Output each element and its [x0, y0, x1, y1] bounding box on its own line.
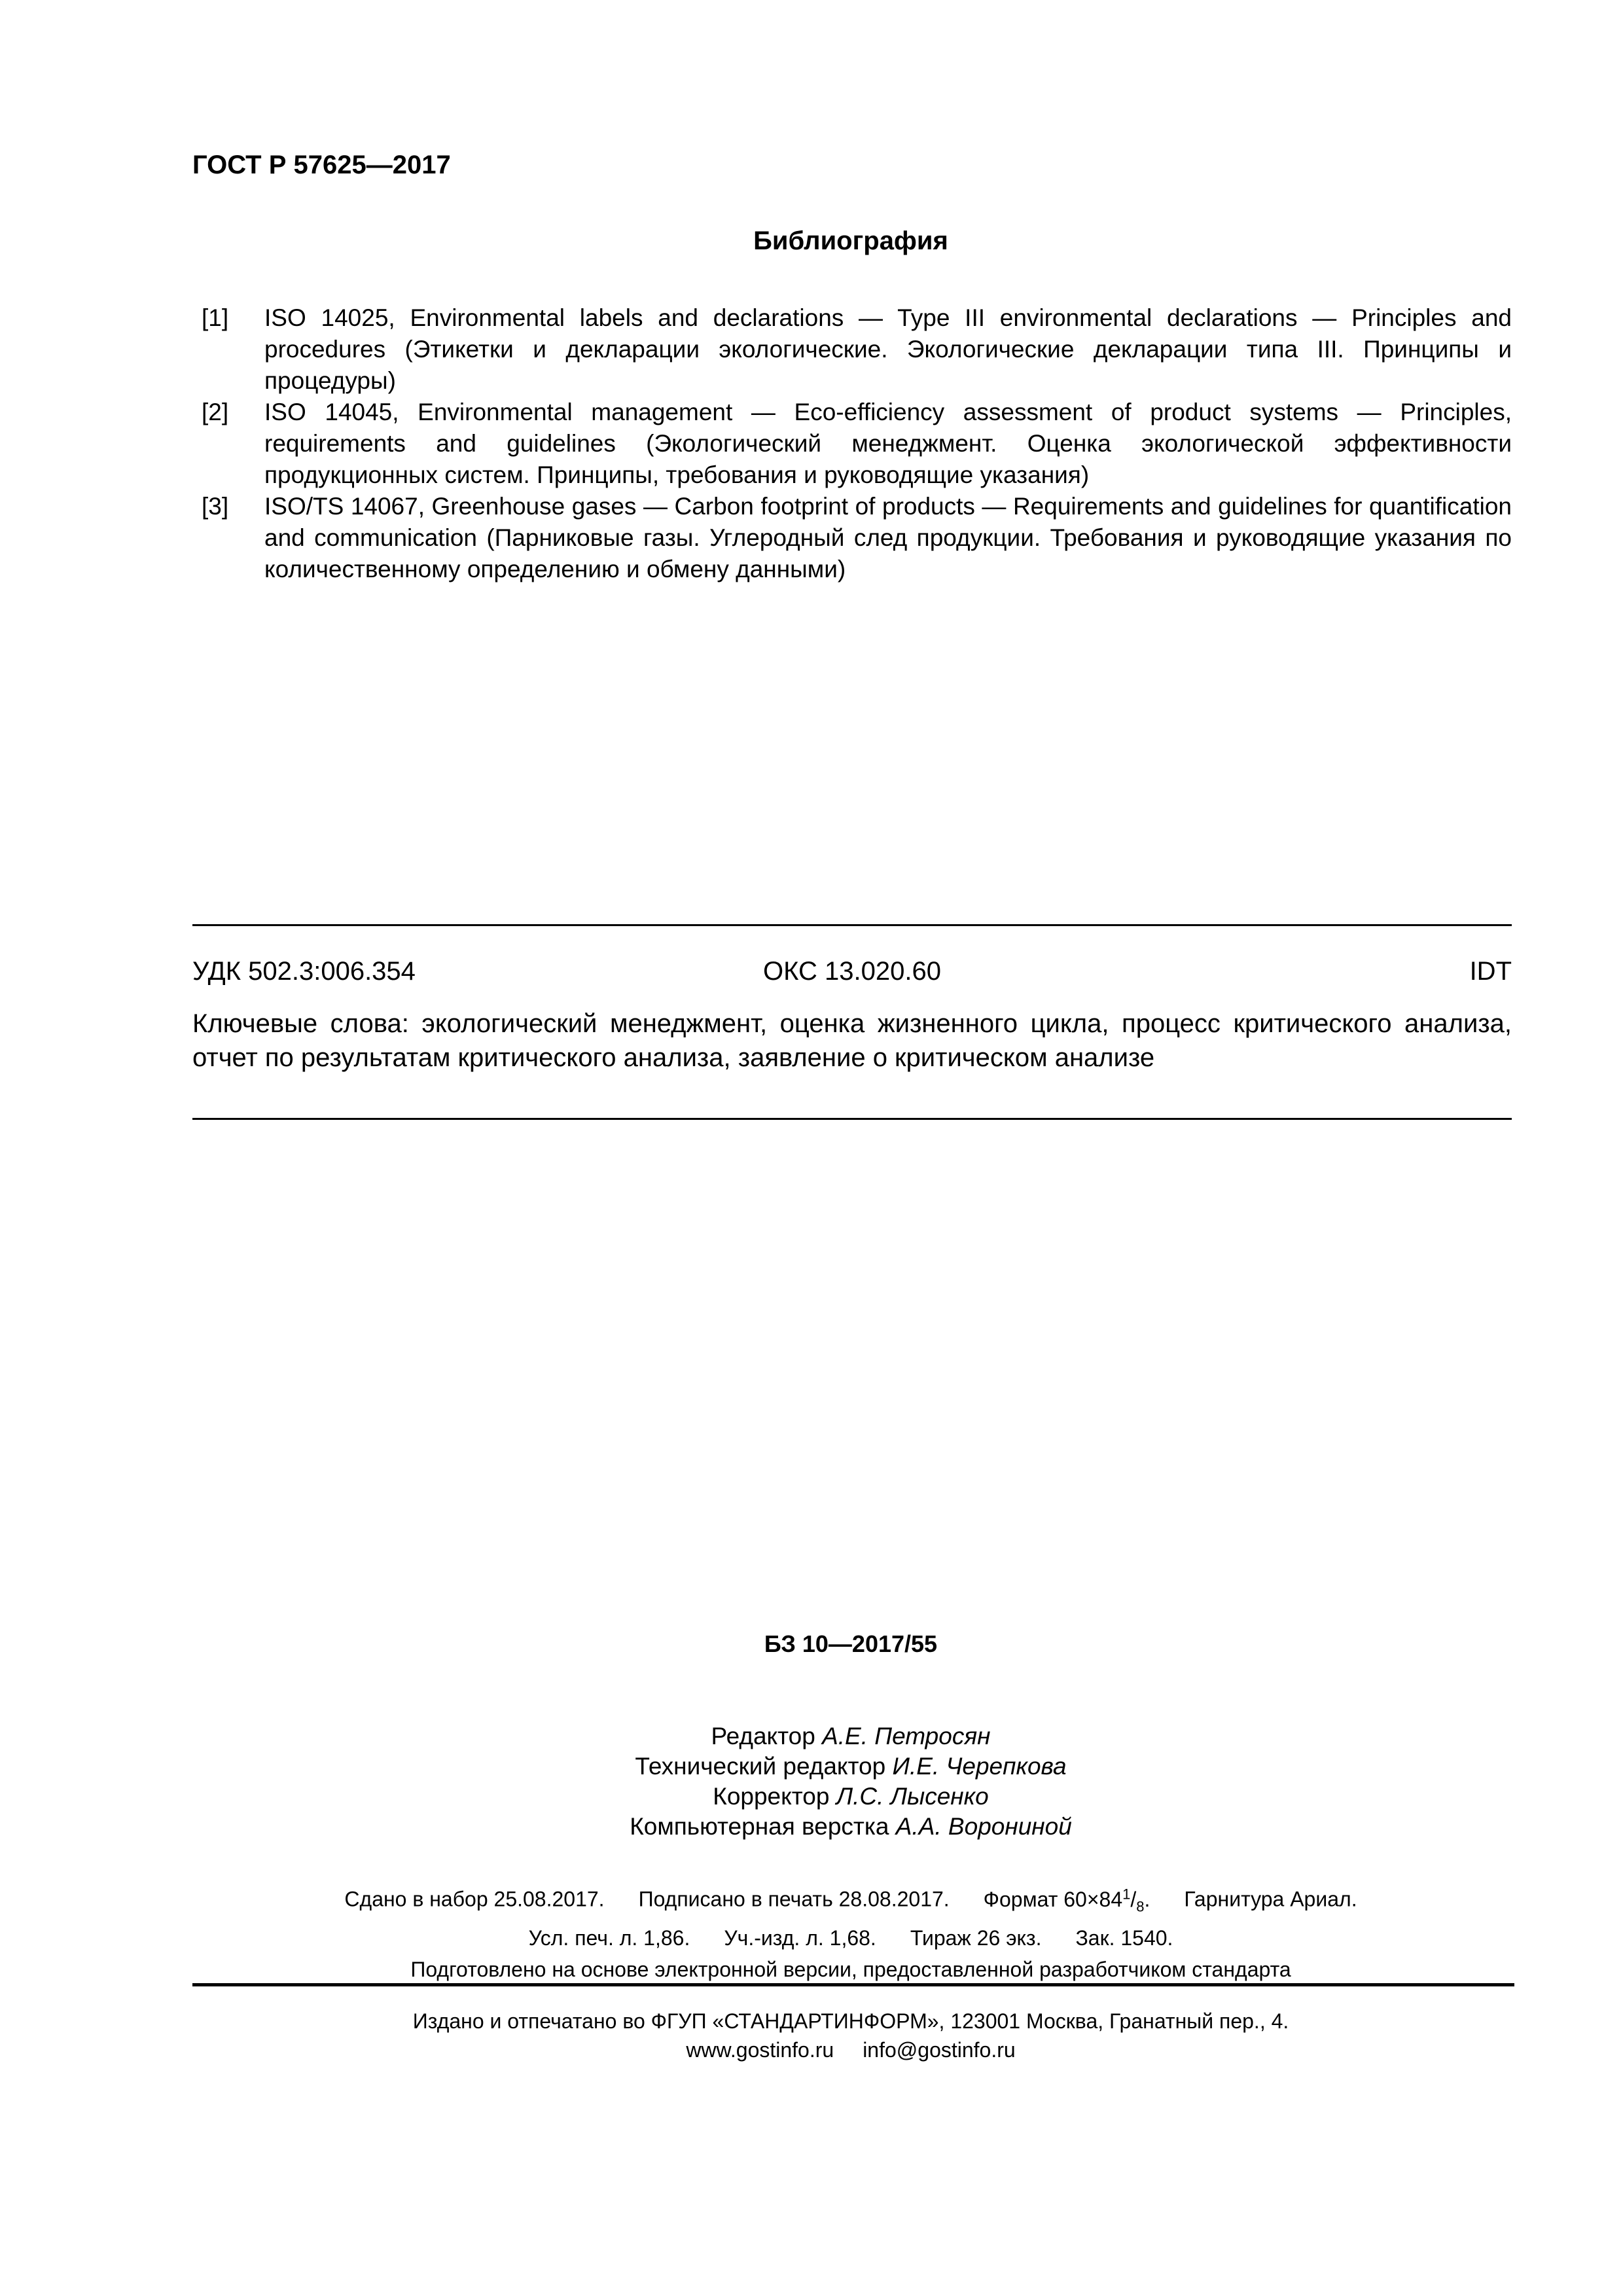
credit-line: [0, 1721, 1623, 1751]
credit-role: Корректор: [713, 1783, 830, 1810]
oks-code: ОКС 13.020.60: [763, 957, 941, 986]
credits-block: [0, 1721, 1623, 1842]
bibliography-item-number: [3]: [202, 493, 229, 520]
credit-line: [0, 1751, 1623, 1782]
classification-row: [192, 954, 1512, 988]
publisher-line: Издано и отпечатано во ФГУП «СТАНДАРТИНФОРМ», 123001 Москва, Гранатный пер., 4.: [412, 2009, 1289, 2033]
bibliography-item-text: ISO/TS 14067, Greenhouse gases — Carbon footprint of products — Requirements and guidelines for quantification and communication (Парниковые газы. Углеродный след продукции. Требования и руководящие указания по количественному определению и обмену данными): [264, 493, 1512, 583]
bibliography-item-text: ISO 14045, Environmental management — Eco-efficiency assessment of product systems — Principles, requirements and guidelines (Экологический менеджмент. Оценка экологической эффективности продукционных систем. Принципы, требования и руководящие указания): [264, 399, 1512, 488]
bibliography-item-number: [2]: [202, 399, 229, 425]
keywords-block: [192, 1007, 1512, 1075]
credit-name: И.Е. Черепкова: [892, 1753, 1067, 1780]
credit-name: Л.С. Лысенко: [836, 1783, 989, 1810]
classification-bottom-divider: [192, 1118, 1512, 1120]
bibliography-item-text: ISO 14025, Environmental labels and declarations — Type III environmental declarations — Principles and procedures (Этикетки и декларации экологические. Экологические декларации типа III. Принципы и процедуры): [264, 304, 1512, 394]
bibliography-item: [192, 491, 1512, 585]
prepared-note: Подготовлено на основе электронной версии, предоставленной разработчиком стандарта: [410, 1958, 1291, 1982]
keywords-line: Ключевые слова: экологический менеджмент, оценка жизненного цикла, процесс критического анализа,: [192, 1009, 1512, 1038]
bibliography-list: [192, 302, 1512, 585]
document-code: ГОСТ Р 57625—2017: [192, 151, 451, 179]
credit-line: [0, 1812, 1623, 1842]
credit-name: А.А. Ворониной: [895, 1813, 1072, 1840]
circulation: Тираж 26 экз.: [910, 1926, 1042, 1950]
bz-code: БЗ 10—2017/55: [764, 1630, 938, 1657]
email-link[interactable]: info@gostinfo.ru: [863, 2038, 1016, 2062]
print-details-line: [0, 1922, 1623, 1954]
publisher-divider: [192, 1983, 1514, 1986]
credit-line: [0, 1782, 1623, 1812]
paper-format: Формат $60\times 84^1/_8$.: [983, 1886, 1150, 1915]
signed-date: Подписано в печать 28.08.2017.: [638, 1887, 950, 1911]
credit-role: Редактор: [711, 1723, 815, 1749]
print-sheets: Усл. печ. л. 1,86.: [528, 1926, 690, 1950]
idt-label: IDT: [1469, 957, 1512, 986]
print-details: [0, 1878, 1623, 1985]
credit-name: А.Е. Петросян: [822, 1723, 991, 1749]
publisher-contacts: [0, 2036, 1623, 2064]
publication-sheets: Уч.-изд. л. 1,68.: [724, 1926, 876, 1950]
keywords-line: отчет по результатам критического анализа, заявление о критическом анализе: [192, 1043, 1155, 1072]
bibliography-item-number: [1]: [202, 304, 229, 331]
order-number: Зак. 1540.: [1075, 1926, 1173, 1950]
bibliography-item: [192, 302, 1512, 397]
submitted-date: Сдано в набор 25.08.2017.: [344, 1887, 605, 1911]
classification-top-divider: [192, 924, 1512, 926]
publisher-block: [0, 2007, 1623, 2064]
credit-role: Компьютерная верстка: [630, 1813, 889, 1840]
credit-role: Технический редактор: [635, 1753, 886, 1780]
print-details-line: [0, 1878, 1623, 1922]
typeface: Гарнитура Ариал.: [1184, 1887, 1357, 1911]
bibliography-item: [192, 397, 1512, 491]
bibliography-heading: Библиография: [753, 226, 948, 255]
website-link[interactable]: www.gostinfo.ru: [686, 2038, 834, 2062]
udk-code: УДК 502.3:006.354: [192, 957, 416, 986]
